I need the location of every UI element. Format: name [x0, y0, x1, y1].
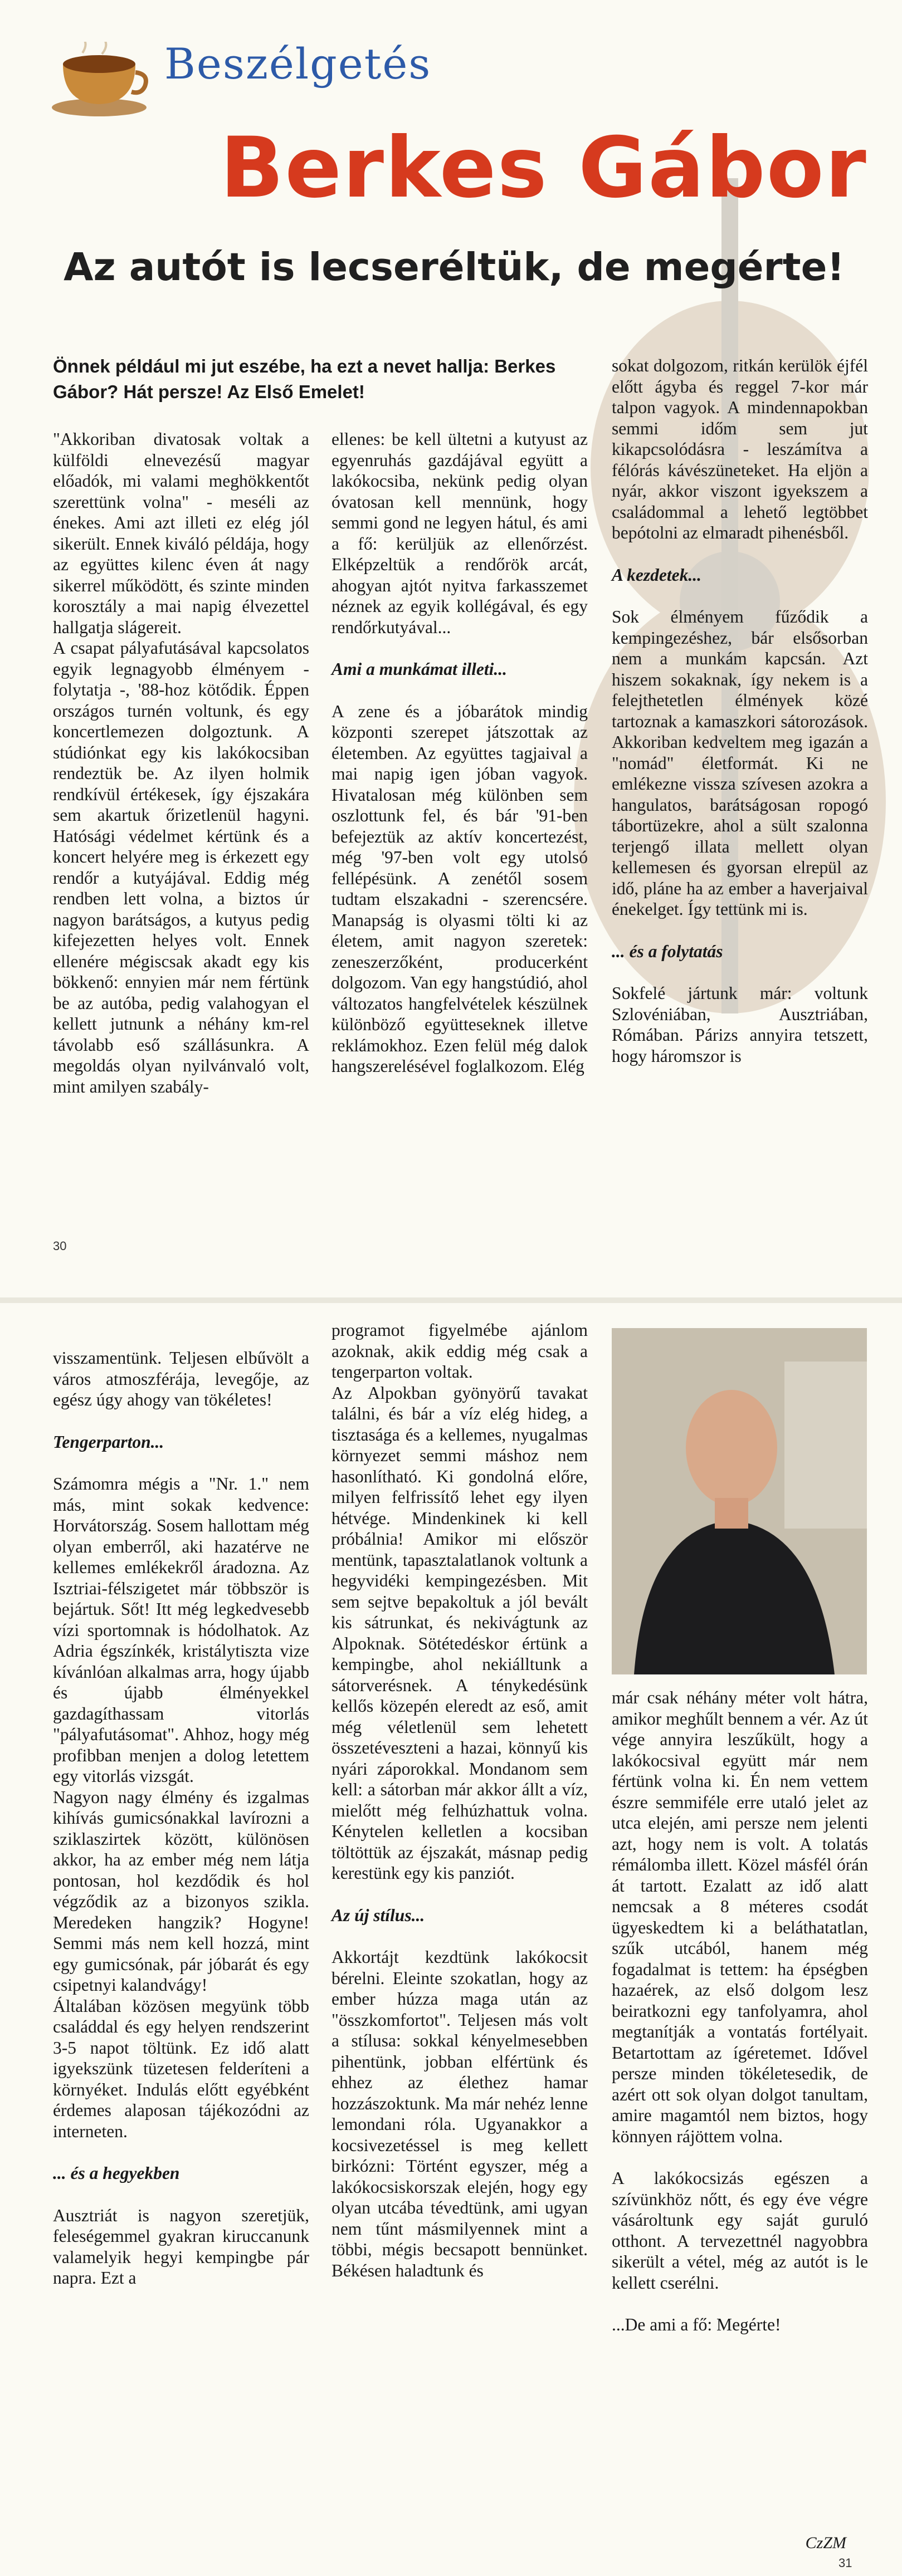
- paragraph: A zene és a jóbarátok mindig központi szerepet játszottak az életemben. Az együttes tagjaival a mai napig igen jóban vagyok. Hivatalosan még különben sem oszlottunk fel, és bár '91-ben befejeztük az aktív koncertezést, még '97-ben volt egy utolsó fellépésünk. A zenétől sosem tudtam elszakadni - szerencsére. Manapság is olyasmi tölti ki az életem, amit nagyon szeretek: zeneszerzőként, producerként dolgozom. Van egy hangstúdió, ahol változatos hangfelvételek készülnek különböző együtteseknek illetve reklámokhoz. Ezen felül még dalok hangszerelésével foglalkozom. Elég: [331, 701, 588, 1076]
- page30-column-2: [331, 429, 588, 1077]
- paragraph: Általában közösen megyünk több családdal és egy helyen rendszerint 3-5 napot töltünk. Ez idő alatt igyekszünk tüzetesen felderíteni a környéket. Indulás előtt egyébként érdemes alaposan tájékozódni az interneten.: [53, 1996, 309, 2141]
- page30-column-1: [53, 429, 309, 1097]
- subheading: ... és a hegyekben: [53, 2163, 180, 2183]
- author-signature: CzZM: [805, 2534, 846, 2552]
- paragraph: Akkortájt kezdtünk lakókocsit bérelni. Eleinte szokatlan, hogy az ember húzza maga után az "összkomfortot". Teljesen más volt a stílusa: sokkal kényelmesebben pihentünk, jobban elfértünk és ehhez az élethez hamar hozzászoktunk. Ma már nehéz lenne lemondani róla. Ugyanakkor a kocsivezetéssel is meg kellett birkózni: Történt egyszer, még a lakókocsiskorszak elején, hogy egy olyan utcába tévedtünk, ami ugyan nem tűnt másmilyennek mint a többi, mégis becsapott bennünket. Békésen haladtunk és: [331, 1947, 588, 2280]
- subheading: A kezdetek...: [612, 565, 701, 585]
- page-number: 31: [838, 2556, 852, 2570]
- paragraph: "Akkoriban divatosak voltak a külföldi elnevezésű magyar előadók, mi valami meghökkentőt szerettünk volna" - meséli az énekes. Ami azt illeti ez elég jól sikerült. Ennek kiváló példája, hogy az együttes kilenc éven át nagy sikerrel működött, és szinte minden korosztály a mai napig élvezettel hallgatja slágereit.: [53, 429, 309, 637]
- paragraph: Számomra mégis a "Nr. 1." nem más, mint sokak kedvence: Horvátország. Sosem hallottam még olyan emberről, aki hazatérve ne kellemes emlékekről áradozna. Az Isztriai-félszigetet már többször is bejártuk. Sőt! Itt még legkedvesebb vízi sportomnak is hódolhatok. Az Adria égszínkék, kristálytiszta vize kívánlóan alkalmas arra, hogy újabb és újabb élményekkel gazdagíthassam vitorlás "pályafutásomat". Ahhoz, hogy még profibban menjen a dolog letettem egy vitorlás vizsgát.: [53, 1474, 309, 1786]
- subheading: ... és a folytatás: [612, 941, 723, 961]
- page30-column-3: [612, 355, 868, 1066]
- paragraph: Sok élményem fűződik a kempingezéshez, bár elsősorban nem a munkám kapcsán. Azt hiszem sokaknak, így nekem is a felejthetetlen élmények közé tartoznak a kamaszkori sátorozások. Akkoriban kedveltem meg igazán a "nomád" életformát. Ki ne emlékezne vissza szívesen azokra a hangulatos, barátságosan ropogó tábortüzekre, ahol a sült szalonna terjengő illata mellett olyan kellemesen és gyorsan elrepül az idő, pláne ha az ember a haverjaival énekelget. Így tettünk mi is.: [612, 607, 868, 919]
- portrait-photo: [612, 1328, 867, 1674]
- page-gutter: [0, 1297, 902, 1303]
- section-label: Beszélgetés: [164, 39, 432, 89]
- paragraph: már csak néhány méter volt hátra, amikor meghűlt bennem a vér. Az út vége annyira leszűkült, hogy a lakókocsival együtt már nem fértünk volna ki. Én nem vettem észre semmiféle erre utaló jelet az utca elején, ami persze nem jelenti azt, hogy nem is volt. A tolatás rémálomba illett. Közel másfél órán át tartott. Ezalatt az idő alatt nemcsak a 8 méteres csodát ügyeskedtem ki a beláthatatlan, szűk utcából, hanem még fogadalmat is tettem: ha épségben hazaérek, az első dolgom lesz beiratkozni egy tanfolyamra, ahol megtanítják a vontatás fortélyait. Betartottam az ígéretemet. Idővel persze minden tökéletesedik, de azért ott sok olyan dolgot tanultam, amire magamtól nem biztos, hogy könnyen rájöttem volna.: [612, 1688, 868, 2146]
- paragraph: Az Alpokban gyönyörű tavakat találni, és bár a víz elég hideg, a tisztasága és a kellemes, nyugalmas környezet semmi máshoz nem hasonlítható. Ki gondolná előre, milyen felfrissítő lehet egy ilyen hétvége. Mindenkinek ki kell próbálnia! Amikor mi először mentünk, tapasztalatlanok voltunk a hegyvidéki kempingezésben. Mit sem sejtve bepakoltuk a jól bevált kis sátrunkat, és nekivágtunk az Alpoknak. Sötétedéskor értünk a kempingbe, ahol nekiálltunk a sátorverésnek. A ténykedésünk kellős közepén eleredt az eső, amit még véletlenül sem lehetett összetéveszteni a hazai, könnyű kis nyári záporokkal. Mondanom sem kell: a sátorban már akkor állt a víz, mielőtt még felhúzhattuk volna. Kénytelen kelletlen a kocsiban töltöttük az éjszakát, másnap pedig kerestünk egy kis panziót.: [331, 1383, 588, 1883]
- coffee-cup-icon: [49, 42, 149, 120]
- page-number: 30: [53, 1239, 67, 1253]
- subheading: Tengerparton...: [53, 1432, 164, 1452]
- page31-column-2: [331, 1320, 588, 2281]
- subheading: Ami a munkámat illeti...: [331, 659, 508, 679]
- interviewee-name: Berkes Gábor: [220, 120, 867, 217]
- headline: Az autót is lecseréltük, de megérte!: [64, 245, 845, 290]
- paragraph: visszamentünk. Teljesen elbűvölt a város atmoszférája, levegője, az egész úgy ahogy van tökéletes!: [53, 1348, 309, 1409]
- paragraph: Nagyon nagy élmény és izgalmas kihívás gumicsónakkal lavírozni a sziklaszirtek között, különösen akkor, ha az ember még nem látja pontosan, hol kezdődik és hol végződik az a bizonyos szikla. Meredeken hangzik? Hogyne! Semmi más nem kell hozzá, mint egy gumicsónak, pár jóbarát és egy csipetnyi kalandvágy!: [53, 1787, 309, 1995]
- paragraph: ellenes: be kell ültetni a kutyust az egyenruhás gazdájával együtt a lakókocsiba, nekünk pedig olyan óvatosan kell mennünk, hogy semmi gond ne legyen hátul, és ami a fő: kerüljük az ellenőrzést. Elképzeltük a rendőrök arcát, ahogyan ajtót nyitva farkasszemet néznek az egyik kollégával, és egy rendőrkutyával...: [331, 429, 588, 637]
- paragraph: Ausztriát is nagyon szeretjük, feleségemmel gyakran kiruccanunk valamelyik hegyi kempingbe pár napra. Ezt a: [53, 2205, 309, 2288]
- page-31: [0, 1303, 902, 2576]
- portrait-illustration: [612, 1328, 867, 1674]
- paragraph: sokat dolgozom, ritkán kerülök éjfél előtt ágyba és reggel 7-kor már talpon vagyok. A mindennapokban semmi időm sem jut kikapcsolódásra - leszámítva a félórás kávészüneteket. Ha eljön a nyár, akkor viszont igyekszem a családommal a lehető legtöbbet bepótolni az elmaradt pihenésből.: [612, 356, 868, 542]
- paragraph: programot figyelmébe ajánlom azoknak, akik eddig még csak a tengerparton voltak.: [331, 1320, 588, 1382]
- closing-line: ...De ami a fő: Megérte!: [612, 2315, 781, 2334]
- page31-column-3: [612, 1687, 868, 2335]
- page31-column-1: [53, 1348, 309, 2289]
- paragraph: A lakókocsizás egészen a szívünkhöz nőtt, és egy éve végre vásároltunk egy saját guruló otthont. A tervezettnél nagyobbra sikerült a vétel, még az autót is le kellett cserélni.: [612, 2168, 868, 2293]
- subheading: Az új stílus...: [331, 1905, 425, 1925]
- lead-paragraph: Önnek például mi jut eszébe, ha ezt a nevet hallja: Berkes Gábor? Hát persze! Az Első Emelet!: [53, 356, 556, 402]
- paragraph: Sokfelé jártunk már: voltunk Szlovéniában, Ausztriában, Rómában. Párizs annyira tetszett, hogy háromszor is: [612, 983, 868, 1066]
- paragraph: A csapat pályafutásával kapcsolatos egyik legnagyobb élményem - folytatja -, '88-hoz kötődik. Éppen országos turnén voltunk, és egy koncertlemezen dolgoztunk. A stúdiónkat egy kis lakókocsiban rendeztük be. Az ilyen holmik rendkívül értékesek, így éjszakára sem akartuk őrizetlenül hagyni. Hatósági védelmet kértünk és a koncert helyére meg is érkezett egy rendőr a kutyájával. Eddig még rendben lett volna, a biztos úr nagyon barátságos, a kutyus pedig kifejezetten helyes volt. Ennek ellenére mégiscsak akadt egy kis bökkenő: ennyien már nem fértünk be az autóba, pedig valahogyan el kellett jutnunk a néhány km-rel távolabb eső szállásunkra. A megoldás olyan nyilvánvaló volt, mint amilyen szabály-: [53, 638, 309, 1096]
